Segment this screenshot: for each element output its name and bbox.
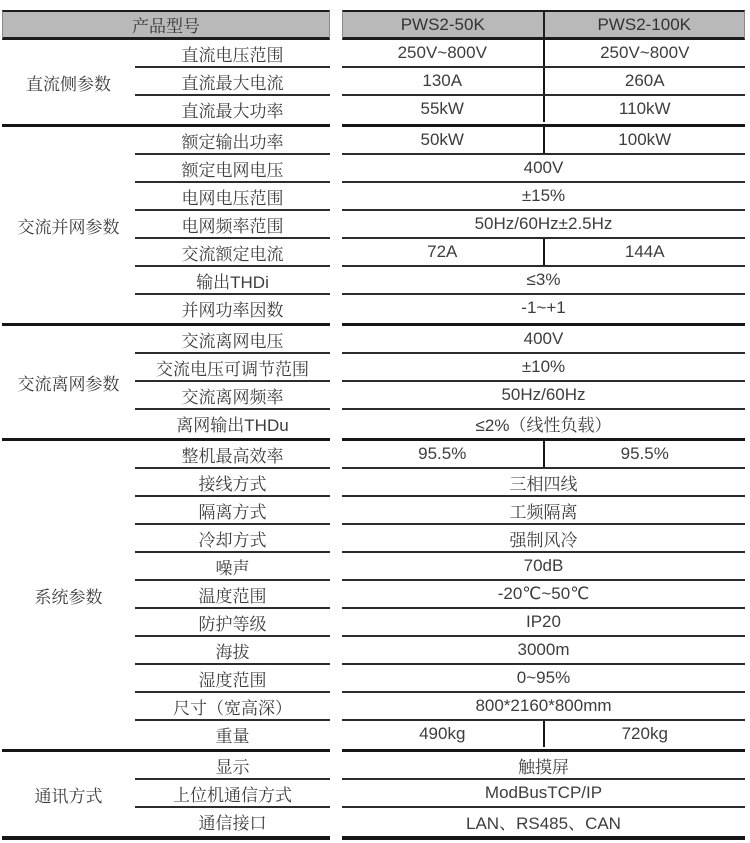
value-row [342,665,745,693]
merged-value-cell: LAN、RS485、CAN [466,813,621,833]
values-table [342,10,745,840]
param-label: 交流电压可调节范围 [135,354,330,382]
param-label: 额定电网电压 [135,155,330,183]
section-ac-offgrid [2,326,330,441]
value-row [342,354,745,382]
merged-value-cell: 三相四线 [509,474,578,494]
merged-value-cell: 50Hz/60Hz [501,385,586,404]
model-header-row [342,10,745,40]
param-label: 交流额定电流 [135,239,330,267]
model-column-header: PWS2-50K [343,12,545,37]
merged-value-cell: 800*2160*800mm [475,696,612,715]
value-row [342,721,745,749]
value-cell: 490kg [342,721,545,747]
value-row [342,441,745,469]
value-cell: 720kg [621,724,668,743]
param-label: 直流最大功率 [181,101,284,121]
param-label: 隔离方式 [135,497,330,525]
section-system [2,441,330,752]
value-cell: 72A [342,239,545,265]
param-label: 海拔 [135,637,330,665]
value-row [342,382,745,410]
value-row [342,469,745,497]
category-cell: 直流侧参数 [26,74,111,94]
parameter-table [2,10,330,840]
value-row [342,211,745,239]
value-cell: 130A [342,68,545,94]
model-column-header: PWS2-100K [597,14,692,34]
value-row [342,693,745,721]
merged-value-cell: IP20 [526,612,561,631]
value-row [342,96,745,124]
value-cell: 250V~800V [342,40,545,66]
value-cell: 50kW [342,127,545,153]
value-row [342,40,745,68]
value-row [342,68,745,96]
value-row [342,553,745,581]
category-cell: 系统参数 [34,587,103,607]
param-label: 输出THDi [135,267,330,295]
param-label: 尺寸（宽高深） [135,693,330,721]
value-row [342,295,745,323]
merged-value-cell: 400V [523,158,564,177]
value-cell: 100kW [618,130,672,149]
merged-value-cell: 工频隔离 [509,502,578,522]
value-row [342,752,745,780]
merged-value-cell: 3000m [517,640,570,659]
param-label: 上位机通信方式 [135,780,330,808]
param-label: 直流最大电流 [135,68,330,96]
value-row [342,267,745,295]
merged-value-cell: 400V [523,329,564,348]
param-label: 湿度范围 [135,665,330,693]
merged-value-cell: 0~95% [516,668,571,687]
value-row [342,780,745,808]
param-label: 额定输出功率 [135,127,330,155]
value-cell: 95.5% [342,441,545,467]
value-cell: 250V~800V [600,43,690,62]
value-cell: 144A [624,242,665,261]
param-label: 显示 [135,752,330,780]
param-label: 通信接口 [198,813,267,833]
value-row [342,183,745,211]
merged-value-cell: ModBusTCP/IP [484,783,603,802]
section-communication [2,752,330,840]
value-row [342,637,745,665]
param-label: 防护等级 [135,609,330,637]
param-label: 接线方式 [135,469,330,497]
param-label: 电网电压范围 [135,183,330,211]
value-cell: 260A [624,71,665,90]
merged-value-cell: 50Hz/60Hz±2.5Hz [474,214,613,233]
param-label: 并网功率因数 [181,300,284,320]
merged-value-cell: ≤2%（线性负载） [475,415,612,435]
merged-value-cell: -20℃~50℃ [497,584,590,603]
param-label: 电网频率范围 [135,211,330,239]
value-cell: 110kW [618,99,671,118]
param-label: 温度范围 [135,581,330,609]
param-label: 交流离网电压 [135,326,330,354]
value-row [342,525,745,553]
param-label: 重量 [215,726,250,746]
merged-value-cell: 强制风冷 [509,530,578,550]
value-row [342,239,745,267]
value-row [342,127,745,155]
value-row [342,326,745,354]
merged-value-cell: ≤3% [526,270,561,289]
value-row [342,609,745,637]
param-label: 整机最高效率 [135,441,330,469]
product-model-header: 产品型号 [2,10,330,40]
category-cell: 交流并网参数 [17,217,120,237]
category-cell: 交流离网参数 [17,374,120,394]
merged-value-cell: -1~+1 [521,298,566,317]
category-cell: 通讯方式 [34,786,103,806]
value-row [342,155,745,183]
param-label: 冷却方式 [135,525,330,553]
value-cell: 95.5% [620,444,669,463]
merged-value-cell: ±10% [521,357,566,376]
value-cell: 55kW [342,96,545,122]
value-row [342,497,745,525]
section-dc [2,40,330,127]
merged-value-cell: ±15% [521,186,566,205]
value-row [342,808,745,836]
param-label: 交流离网频率 [135,382,330,410]
merged-value-cell: 70dB [523,556,564,575]
param-label: 直流电压范围 [135,40,330,68]
value-row [342,581,745,609]
section-ac-grid [2,127,330,326]
merged-value-cell: 触摸屏 [518,757,569,777]
param-label: 噪声 [135,553,330,581]
value-row [342,410,745,438]
param-label: 离网输出THDu [176,415,289,435]
